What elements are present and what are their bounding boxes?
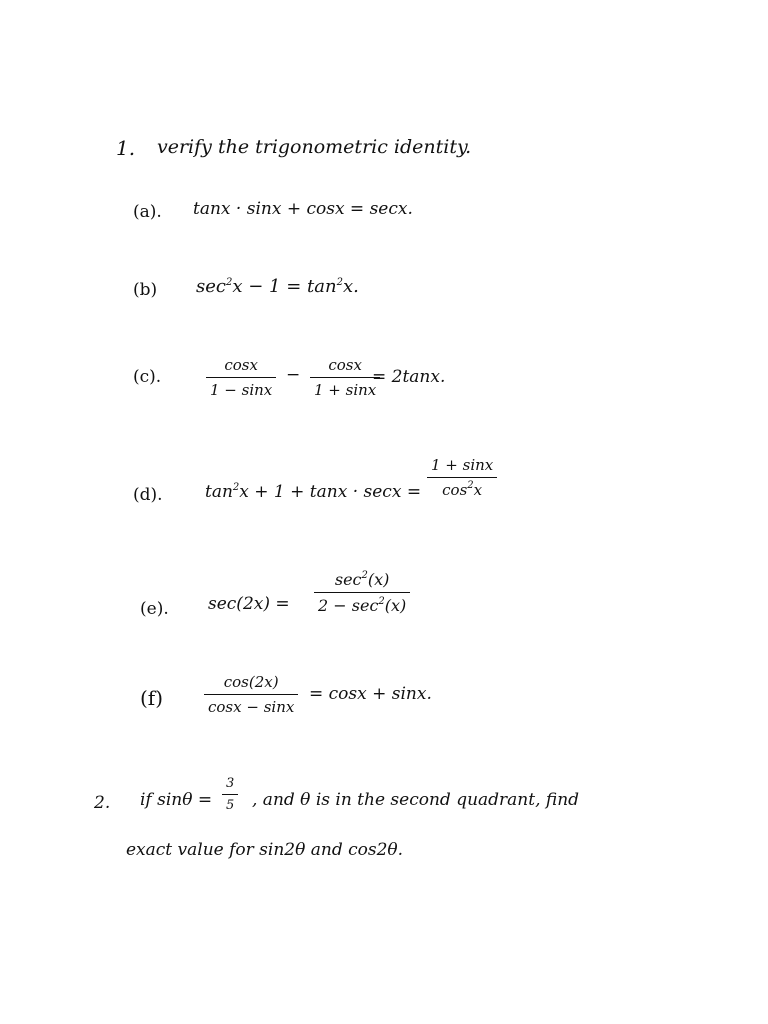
q1c-fraction-1 [206,356,276,399]
q1d-r-den-exp: 2 [467,480,474,491]
q1f-l-den: cosx − sinx [208,698,295,716]
q1c-f2-den: 1 + sinx [314,381,377,399]
q1e-lhs: sec(2x) = [208,594,290,614]
q1d-r-den-tail: x [473,481,483,499]
q2-line2: exact value for sin2θ and cos2θ. [126,840,404,860]
q1c-fraction-2 [310,356,380,399]
q1f-rhs: = cosx + sinx. [309,684,432,704]
q1f-lhs-fraction [204,673,298,716]
q1-instruction: verify the trigonometric identity. [157,136,472,158]
q1c-rhs: = 2tanx. [372,367,446,387]
q2-line1-post: , and θ is in the second quadrant, find [252,790,580,810]
q1b-label: (b) [133,280,158,300]
q1b-rhs-tail: x. [342,276,359,297]
q1f-l-num: cos(2x) [204,673,298,695]
q1b-lhs-exp: 2 [225,277,233,288]
q1d-tan-exp: 2 [232,482,240,493]
q1d-lhs-tail: x + 1 + tanx · secx = [239,482,422,502]
q1e-r-num-exp: 2 [361,570,368,581]
q1e-r-den-tail: (x) [384,596,407,615]
q1c-minus: − [286,365,301,385]
q1f-label: (f) [140,686,164,710]
q1e-r-num [314,570,410,593]
q2-frac-den: 5 [226,798,235,813]
q1-number: 1. [116,136,136,160]
q1c-f1-den: 1 − sinx [210,381,273,399]
q1d-rhs-fraction [427,456,497,499]
q2-number: 2. [94,793,111,813]
q1b-rhs-exp: 2 [336,277,343,288]
q2-line1-pre: if sinθ = [140,790,213,810]
q1c-f1-num: cosx [206,356,276,378]
q1c-f2-num: cosx [310,356,380,378]
q1e-r-num-tail: (x) [367,570,390,589]
q1e-label: (e). [140,599,169,619]
q1e-r-den [314,593,410,615]
q1d-r-den-head: cos [442,481,468,499]
q1d-r-den [427,478,497,499]
q1d-label: (d). [133,485,163,505]
q1b-lhs-head: sec [196,276,226,297]
q1b-identity [196,278,359,296]
q1d-lhs [205,484,421,501]
q1b-lhs-tail: x − 1 = [232,276,302,297]
q1a-identity: tanx · sinx + cosx = secx. [193,199,413,219]
q2-frac-num: 3 [222,776,238,795]
q1e-r-den-head: 2 − sec [318,596,379,615]
q2-fraction [222,776,238,813]
q1a-label: (a). [133,202,162,222]
q1e-r-num-head: sec [334,570,362,589]
q1d-tan-head: tan [205,482,233,502]
q1e-r-den-exp: 2 [378,596,385,607]
q1d-r-num: 1 + sinx [427,456,497,478]
q1e-rhs-fraction [314,570,410,615]
q1b-rhs-head: tan [307,276,337,297]
q1c-label: (c). [133,367,162,387]
